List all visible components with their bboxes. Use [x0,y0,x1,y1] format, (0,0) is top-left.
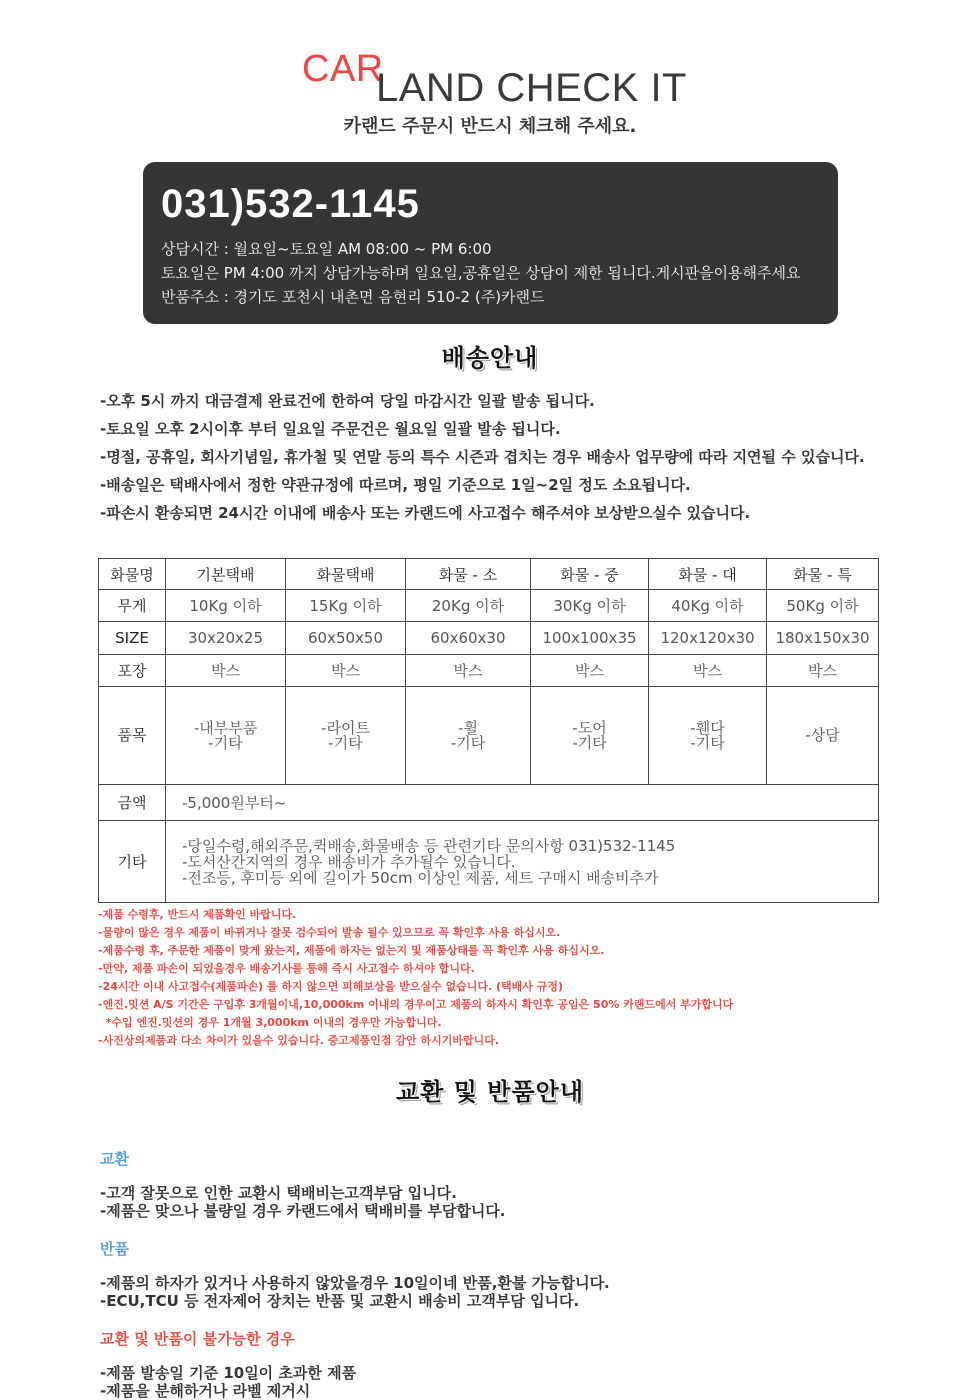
table-cell [531,687,649,785]
logo-main-text: LAND CHECK IT [376,66,687,110]
table-cell: 박스 [649,655,767,687]
caution-note: -엔진.밋션 A/S 기간은 구입후 3개월이내,10,000km 이내의 경우이고 제품의 하자시 확인후 공임은 50% 카랜드에서 부가합니다 [98,998,734,1011]
table-header: 화물 - 중 [531,559,649,590]
table-header: 화물 - 소 [406,559,531,590]
caution-note: -만약, 제품 파손이 되었을경우 배송기사를 통해 즉시 사고접수 하셔야 합니다. [98,962,475,975]
caution-note: -24시간 이내 사고접수(제품파손) 를 하지 않으면 피해보상을 받으실수 없습니다. (택배사 규정) [98,980,563,993]
contact-box [143,162,838,324]
table-cell: 60x50x50 [286,622,406,655]
impossible-heading: 교환 및 반품이 불가능한 경우 [100,1330,295,1348]
table-cell [767,687,879,785]
row-label: 기타 [99,821,166,903]
caution-note: -제품수령 후, 주문한 제품이 맞게 왔는지, 제품에 하자는 없는지 및 제품상태를 꼭 확인후 사용 하십시오. [98,944,605,957]
table-cell: 15Kg 이하 [286,590,406,622]
etc-line: -도서산간지역의 경우 배송비가 추가될수 있습니다. [182,852,516,871]
table-cell: 180x150x30 [767,622,879,655]
etc-cell [166,821,879,903]
refund-line: -제품의 하자가 있거나 사용하지 않았을경우 10일이네 반품,환불 가능합니다. [100,1274,610,1292]
table-row-etc [99,821,879,903]
table-cell: 50Kg 이하 [767,590,879,622]
delivery-notice: -토요일 오후 2시이후 부터 일요일 주문건은 월요일 일괄 발송 됩니다. [100,420,561,438]
table-cell: 20Kg 이하 [406,590,531,622]
exchange-line: -제품은 맞으나 불량일 경우 카랜드에서 택배비를 부담합니다. [100,1202,506,1220]
table-row-size [99,622,879,655]
exchange-text [100,1184,506,1220]
item-line: -휀다 [690,718,725,737]
delivery-notice: -오후 5시 까지 대금결제 완료건에 한하여 당일 마감시간 일괄 발송 됩니다. [100,392,595,410]
row-label: 포장 [99,655,166,687]
refund-line: -ECU,TCU 등 전자제어 장치는 반품 및 교환시 배송비 고객부담 입니다. [100,1292,580,1310]
table-cell: 40Kg 이하 [649,590,767,622]
logo [0,44,980,114]
table-cell: 박스 [166,655,286,687]
refund-text [100,1274,610,1310]
table-cell: 60x60x30 [406,622,531,655]
row-label: 무게 [99,590,166,622]
amount-value: -5,000원부터~ [166,785,879,821]
table-cell [166,687,286,785]
table-cell: 30Kg 이하 [531,590,649,622]
table-cell: 박스 [406,655,531,687]
table-cell: 박스 [767,655,879,687]
table-cell [406,687,531,785]
caution-note: -사진상의제품과 다소 차이가 있을수 있습니다. 중고제품인점 감안 하시기바랍니다. [98,1034,500,1047]
phone-number: 031)532-1145 [161,182,420,226]
impossible-line: -제품을 분해하거나 라벨 제거시 [100,1382,311,1400]
item-line: -휠 [458,718,478,737]
delivery-notices [100,390,865,530]
table-row-items [99,687,879,785]
shipping-table [98,558,879,903]
etc-line: -당일수령,해외주문,퀵배송,화물배송 등 관련기타 문의사항 031)532-1145 [182,836,676,855]
item-line: -기타 [690,733,725,752]
table-cell: 120x120x30 [649,622,767,655]
item-line: -라이트 [321,718,370,737]
refund-heading: 반품 [100,1240,129,1258]
table-header: 화물 - 특 [767,559,879,590]
row-label: 품목 [99,687,166,785]
delivery-notice: -파손시 환송되면 24시간 이내에 배송사 또는 카랜드에 사고접수 해주셔야 보상받으실수 있습니다. [100,504,751,522]
table-header: 기본택배 [166,559,286,590]
table-row-packing [99,655,879,687]
consult-hours: 상담시간 : 월요일~토요일 AM 08:00 ~ PM 6:00 [161,240,492,258]
delivery-notice: -명절, 공휴일, 회사기념일, 휴가철 및 연말 등의 특수 시즌과 겹치는 경우 배송사 업무량에 따라 지연될 수 있습니다. [100,448,865,466]
item-line: -기타 [450,733,486,752]
item-line: -상담 [805,726,840,744]
table-cell: 30x20x25 [166,622,286,655]
table-cell [286,687,406,785]
table-header: 화물 - 대 [649,559,767,590]
row-label: 금액 [99,785,166,821]
exchange-heading: 교환 [100,1150,129,1168]
impossible-line: -제품 발송일 기준 10일이 초과한 제품 [100,1364,357,1382]
table-cell: 100x100x35 [531,622,649,655]
etc-line: -전조등, 후미등 외에 길이가 50cm 이상인 제품, 세트 구매시 배송비추가 [182,868,659,887]
caution-note: -물량이 많은 경우 제품이 바뀌거나 잘못 검수되어 발송 될수 있으므로 꼭 확인후 사용 하십시오. [98,926,561,939]
table-cell: 박스 [531,655,649,687]
table-row-weight [99,590,879,622]
delivery-notice: -배송일은 택배사에서 정한 약관규정에 따르며, 평일 기준으로 1일~2일 정도 소요됩니다. [100,476,691,494]
item-line: -도어 [572,718,607,737]
row-label: SIZE [99,622,166,655]
table-header: 화물명 [99,559,166,590]
table-cell [649,687,767,785]
page-subtitle: 카랜드 주문시 반드시 체크해 주세요. [343,116,637,137]
returns-title: 교환 및 반품안내 [396,1078,584,1106]
caution-notes [98,906,733,1050]
table-header-row [99,559,879,590]
caution-note: -제품 수령후, 반드시 제품확인 바랍니다. [98,908,297,921]
table-cell: 10Kg 이하 [166,590,286,622]
saturday-notice: 토요일은 PM 4:00 까지 상담가능하며 일요일,공휴일은 상담이 제한 됩니다.게시판을이용해주세요 [161,264,801,282]
delivery-title: 배송안내 [441,344,539,372]
exchange-line: -고객 잘못으로 인한 교환시 택배비는고객부담 입니다. [100,1184,457,1202]
item-line: -기타 [572,733,607,752]
caution-note: *수입 엔진.밋션의 경우 1개월 3,000km 이내의 경우만 가능합니다. [98,1016,442,1029]
item-line: -기타 [208,733,243,752]
table-row-amount [99,785,879,821]
table-cell: 박스 [286,655,406,687]
return-address: 반품주소 : 경기도 포천시 내촌면 음현리 510-2 (주)카랜드 [161,288,545,306]
item-line: -내부부품 [193,718,258,737]
item-line: -기타 [328,733,363,752]
table-header: 화물택배 [286,559,406,590]
impossible-text [100,1364,356,1400]
logo-car-text: CAR [302,48,384,90]
